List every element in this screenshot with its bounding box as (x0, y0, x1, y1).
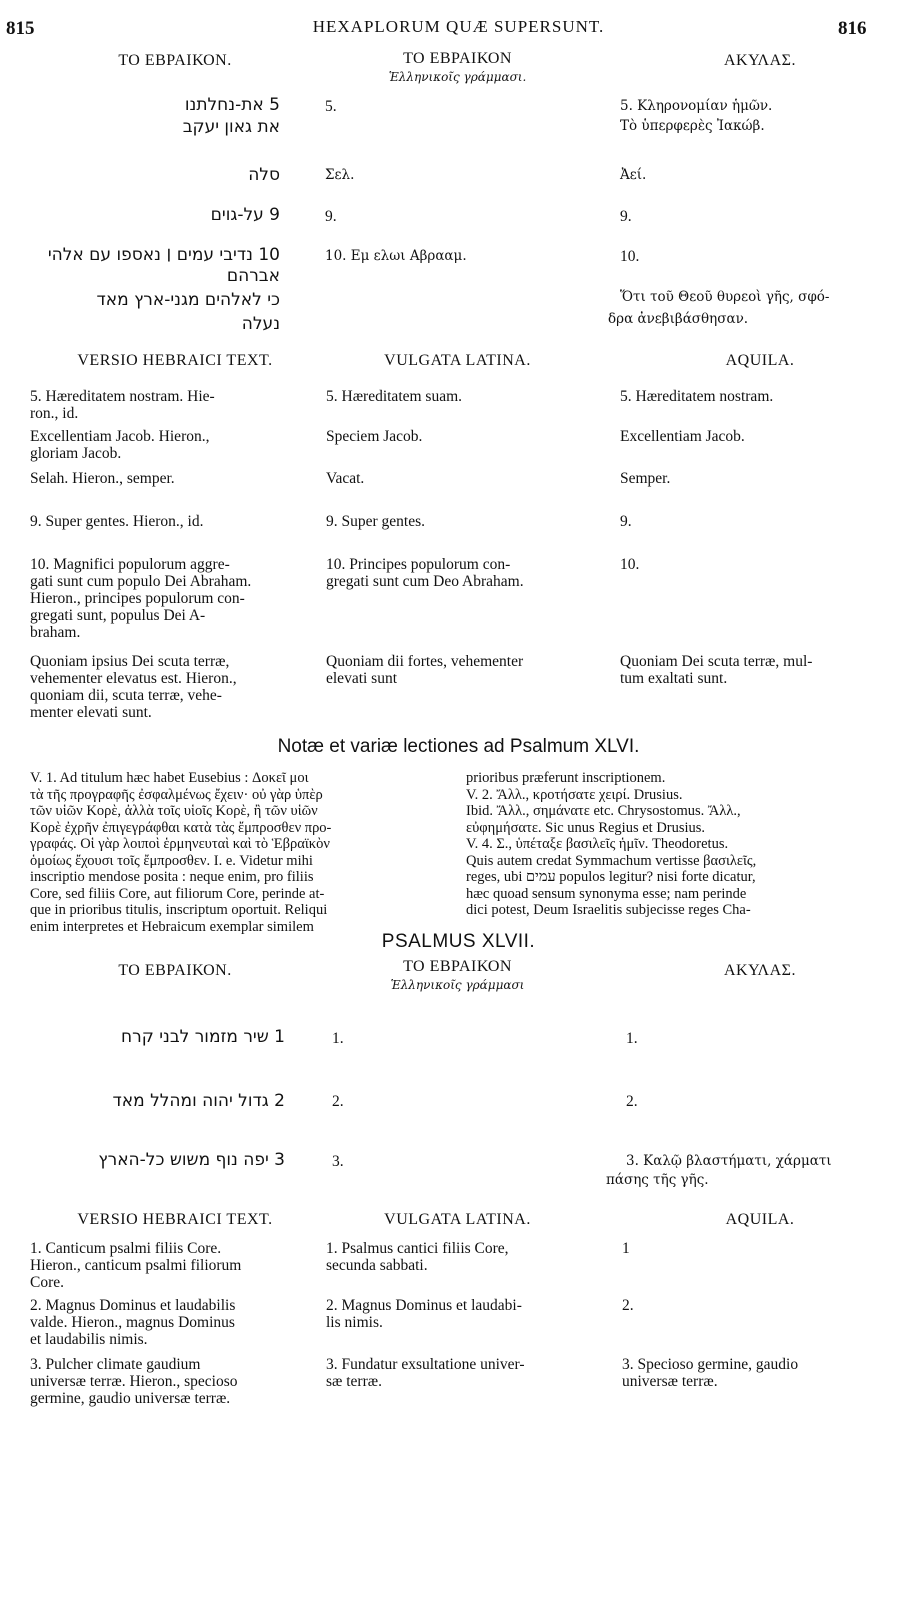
text-line: Vacat. (326, 470, 365, 487)
transliteration-cell: 10. Εμ ελωι Αβρααμ. (325, 248, 467, 264)
hebrew-line: כי לאלהים מגני-ארץ מאד (96, 290, 280, 310)
hebrew-line: את גאון יעקב (182, 117, 280, 137)
note-line: Κορὲ ἐχρῆν ἐπιγεγράφθαι κατὰ τὰς ἔμπροσθεν προ- (30, 819, 332, 836)
text-line: gati sunt cum populo Dei Abraham. (30, 573, 252, 590)
text-line: 10. (620, 556, 640, 573)
aquila-greek-cell: πάσης τῆς γῆς. (606, 1172, 709, 1188)
notes-left-column (30, 770, 448, 935)
note-line: prioribus præferunt inscriptionem. (466, 770, 666, 786)
text-line: 9. Super gentes. (326, 513, 426, 530)
text-line: germine, gaudio universæ terræ. (30, 1390, 231, 1407)
psalm-col1-header: ΤΟ ΕΒΡΑΙΚΟΝ. (118, 962, 232, 979)
note-line: Core, sed filiis Core, aut filiorum Core, perinde at- (30, 885, 325, 902)
page-number-right: 816 (838, 18, 867, 39)
aquila-greek-cell: 1. (626, 1030, 638, 1047)
text-line: et laudabilis nimis. (30, 1331, 148, 1348)
text-line: 5. Hæreditatem nostram. Hie- (30, 388, 215, 405)
notes-title: Notæ et variæ lectiones ad Psalmum XLVI. (277, 736, 640, 757)
text-line: Quoniam dii fortes, vehementer (326, 653, 524, 670)
transliteration-cell: 2. (332, 1093, 344, 1110)
text-line: vehementer elevatus est. Hieron., (30, 670, 237, 687)
note-line: hæc quoad sensum synonyma esse; nam perinde (466, 885, 747, 902)
transliteration-cell: 3. (332, 1153, 344, 1170)
text-line: Excellentiam Jacob. Hieron., (30, 428, 210, 445)
text-line: Selah. Hieron., semper. (30, 470, 175, 487)
transliteration-cell: 1. (332, 1030, 344, 1047)
transliteration-cell: 9. (325, 208, 337, 225)
hebrew-line: 9 על-גוים (210, 205, 280, 225)
aquila-greek-cell: 2. (626, 1093, 638, 1110)
text-line: gloriam Jacob. (30, 445, 122, 462)
text-line: 1 (622, 1240, 630, 1257)
psalm-col3-header: ΑΚΥΛΑΣ. (723, 962, 796, 979)
text-line: sæ terræ. (326, 1373, 382, 1390)
notes-right-column (466, 770, 882, 919)
note-line: τὰ τῆς προγραφῆς ἐσφαλμένως ἔχειν· οὐ γὰρ ὑπὲρ (30, 786, 323, 803)
note-line: Ibid. Ἄλλ., σημάνατε etc. Chrysostomus. Ἄλλ., (466, 803, 741, 819)
text-line: 3. Pulcher climate gaudium (30, 1356, 201, 1373)
text-line: gregati sunt, populus Dei A- (30, 607, 206, 624)
text-line: 5. Hæreditatem nostram. (620, 388, 774, 405)
text-line: Quoniam ipsius Dei scuta terræ, (30, 653, 230, 670)
hebrew-line: אברהם (226, 266, 280, 286)
text-line: 3. Fundatur exsultatione univer- (326, 1356, 525, 1373)
note-line: V. 1. Ad titulum hæc habet Eusebius : Δοκεῖ μοι (30, 770, 309, 786)
note-line: εὐφημήσατε. Sic unus Regius et Drusius. (466, 819, 706, 836)
text-line: universæ terræ. Hieron., specioso (30, 1373, 238, 1390)
psalm-col2-header: ΤΟ ΕΒΡΑΙΚΟΝ (403, 958, 512, 975)
aquila-greek-cell: 3. Καλῷ βλαστήματι, χάρματι (626, 1153, 832, 1169)
text-line: 9. Super gentes. Hieron., id. (30, 513, 204, 530)
top-col3-header: ΑΚΥΛΑΣ. (723, 52, 796, 69)
note-line: τῶν υἱῶν Κορὲ, ἀλλὰ τοῖς υἱοῖς Κορὲ, ἢ τῶν υἱῶν (30, 803, 318, 819)
transliteration-cell: Σελ. (325, 167, 355, 183)
text-line: elevati sunt (326, 670, 398, 687)
text-line: 1. Canticum psalmi filiis Core. (30, 1240, 222, 1257)
text-line: 10. Principes populorum con- (326, 556, 511, 573)
vulgata-header: VULGATA LATINA. (384, 352, 531, 369)
transliteration-cell: 5. (325, 98, 337, 115)
text-line: 2. Magnus Dominus et laudabilis (30, 1297, 236, 1314)
note-line: ὁμοίως ἔχουσι τοῖς ἔμπροσθεν. I. e. Videtur mihi (30, 852, 313, 869)
text-line: menter elevati sunt. (30, 704, 152, 721)
psalm-title: PSALMUS XLVII. (381, 931, 536, 952)
note-line: V. 2. Ἄλλ., κροτήσατε χειρί. Drusius. (466, 786, 683, 803)
hebrew-line: 5 את-נחלתנו (184, 95, 280, 115)
hebrew-line: 10 נדיבי עמים ׀ נאספו עם אלהי (47, 245, 280, 265)
aquila-greek-cell: 5. Κληρονομίαν ἡμῶν. (620, 98, 773, 114)
psalm-version-hebraici-header: VERSIO HEBRAICI TEXT. (77, 1211, 273, 1228)
text-line: 2. Magnus Dominus et laudabi- (326, 1297, 522, 1314)
text-line: braham. (30, 624, 81, 641)
text-line: Speciem Jacob. (326, 428, 423, 445)
text-line: 5. Hæreditatem suam. (326, 388, 463, 405)
text-line: 2. (622, 1297, 634, 1314)
note-line: V. 4. Σ., ὑπέταξε βασιλεῖς ἡμῖν. Theodoretus. (466, 836, 729, 852)
aquila-greek-cell: Ἀεί. (620, 167, 647, 183)
text-line: Excellentiam Jacob. (620, 428, 745, 445)
aquila-greek-cell: Ὅτι τοῦ Θεοῦ θυρεοὶ γῆς, σφό- (620, 289, 830, 305)
text-line: valde. Hieron., magnus Dominus (30, 1314, 235, 1331)
hebrew-line: נעלה (241, 314, 280, 334)
running-title: HEXAPLORUM QUÆ SUPERSUNT. (312, 17, 605, 36)
version-hebraici-header: VERSIO HEBRAICI TEXT. (77, 352, 273, 369)
text-line: Quoniam Dei scuta terræ, mul- (620, 653, 813, 670)
text-line: Hieron., principes populorum con- (30, 590, 245, 607)
page-number-left: 815 (6, 18, 35, 39)
text-line: quoniam dii, scuta terræ, vehe- (30, 687, 222, 704)
text-line: lis nimis. (326, 1314, 383, 1331)
text-line: Core. (30, 1274, 65, 1291)
aquila-greek-cell: 10. (620, 248, 640, 265)
note-line: inscriptio mendose posita : neque enim, pro filiis (30, 869, 314, 885)
text-line: universæ terræ. (622, 1373, 718, 1390)
hebrew-line: 1 שיר מזמור לבני קרח (121, 1027, 285, 1047)
note-line: Quis autem credat Symmachum vertisse βασιλεῖς, (466, 852, 757, 869)
top-col2-header: ΤΟ ΕΒΡΑΙΚΟΝ (403, 50, 512, 67)
aquila-header: AQUILA. (725, 352, 795, 369)
hebrew-line: 3 יפה נוף משוש כל-הארץ (98, 1150, 285, 1170)
note-line: enim interpretes et Hebraicum exemplar similem (30, 918, 314, 935)
aquila-greek-cell: 9. (620, 208, 632, 225)
text-line: secunda sabbati. (326, 1257, 428, 1274)
aquila-greek-cell: Τὸ ὑπερφερὲς Ἰακώβ. (620, 118, 765, 134)
text-line: tum exaltati sunt. (620, 670, 728, 687)
text-line: gregati sunt cum Deo Abraham. (326, 573, 524, 590)
text-line: Hieron., canticum psalmi filiorum (30, 1257, 242, 1274)
text-line: Semper. (620, 470, 671, 487)
text-line: 1. Psalmus cantici filiis Core, (326, 1240, 509, 1257)
top-col2-subheader: Ἑλληνικοῖς γράμμασι. (388, 70, 527, 84)
psalm-aquila-header: AQUILA. (725, 1211, 795, 1228)
text-line: 10. Magnifici populorum aggre- (30, 556, 230, 573)
note-line: que in prioribus titulis, inscriptum oportuit. Reliqui (30, 902, 328, 918)
note-line: dici potest, Deum Israelitis subjecisse reges Cha- (466, 902, 751, 918)
hebrew-line: סלה (248, 165, 280, 185)
text-line: 3. Specioso germine, gaudio (622, 1356, 799, 1373)
note-line: γραφάς. Οἱ γὰρ λοιποὶ ἑρμηνευταὶ καὶ τὸ Ἑβραϊκὸν (30, 836, 330, 852)
aquila-greek-cell: δρα ἀνεβιβάσθησαν. (608, 311, 749, 327)
text-line: ron., id. (30, 405, 79, 422)
hebrew-line: 2 גדול יהוה ומהלל מאד (112, 1091, 285, 1111)
note-line: reges, ubi עמים populos legitur? nisi forte dicatur, (466, 869, 756, 885)
psalm-vulgata-header: VULGATA LATINA. (384, 1211, 531, 1228)
text-line: 9. (620, 513, 632, 530)
psalm-col2-subheader: Ἑλληνικοῖς γράμμασι (390, 978, 525, 992)
top-col1-header: ΤΟ ΕΒΡΑΙΚΟΝ. (118, 52, 232, 69)
